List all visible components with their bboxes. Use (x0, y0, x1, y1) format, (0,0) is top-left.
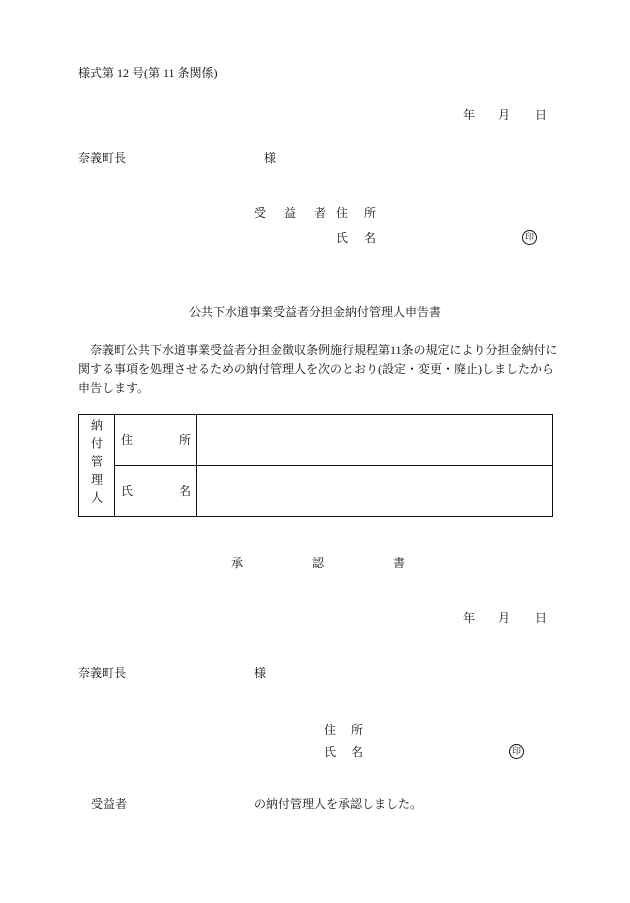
applicant-address-label: 住所 (336, 206, 393, 220)
applicant-role-label: 受益者 (254, 206, 345, 220)
approval-date-year-label: 年 (463, 611, 476, 625)
declaration-body-line: 申告します。 (78, 381, 150, 395)
declaration-addressee-honorific: 様 (264, 151, 277, 165)
agent-name-value-cell (197, 466, 553, 517)
approval-subject-label: 受益者 (91, 797, 128, 811)
approver-name-label: 氏名 (324, 745, 379, 759)
payment-agent-table (78, 414, 553, 517)
table-row (79, 466, 553, 517)
agent-name-label: 氏名 (115, 466, 197, 517)
declaration-addressee-name: 奈義町長 (78, 151, 127, 165)
payment-agent-group-label: 納付管理人 (89, 419, 104, 509)
approval-date-month-label: 月 (498, 611, 511, 625)
applicant-name-label: 氏名 (336, 231, 393, 245)
declaration-date-month-label: 月 (498, 108, 511, 122)
applicant-seal-mark: 印 (522, 230, 537, 245)
declaration-body (78, 341, 568, 398)
form-number: 様式第 12 号(第 11 条関係) (78, 66, 218, 80)
approver-seal-mark: 印 (509, 744, 524, 759)
declaration-date-year-label: 年 (463, 108, 476, 122)
approval-addressee-name: 奈義町長 (78, 666, 127, 680)
approver-address-label: 住所 (324, 723, 379, 737)
declaration-date-day-label: 日 (535, 108, 548, 122)
approval-statement-text: の納付管理人を承認しました。 (254, 797, 423, 811)
agent-address-label: 住所 (115, 415, 197, 466)
approval-title: 承認書 (231, 556, 475, 570)
declaration-title: 公共下水道事業受益者分担金納付管理人申告書 (188, 305, 441, 319)
table-row (79, 415, 553, 466)
agent-address-value-cell (197, 415, 553, 466)
approval-date-day-label: 日 (535, 611, 548, 625)
payment-agent-group-cell (79, 415, 115, 517)
declaration-body-line: 奈義町公共下水道事業受益者分担金徴収条例施行規程第11条の規定により分担金納付に (90, 343, 558, 357)
approval-addressee-honorific: 様 (254, 666, 267, 680)
declaration-body-line: 関する事項を処理させるための納付管理人を次のとおり(設定・変更・廃止)しましたから (78, 362, 554, 376)
